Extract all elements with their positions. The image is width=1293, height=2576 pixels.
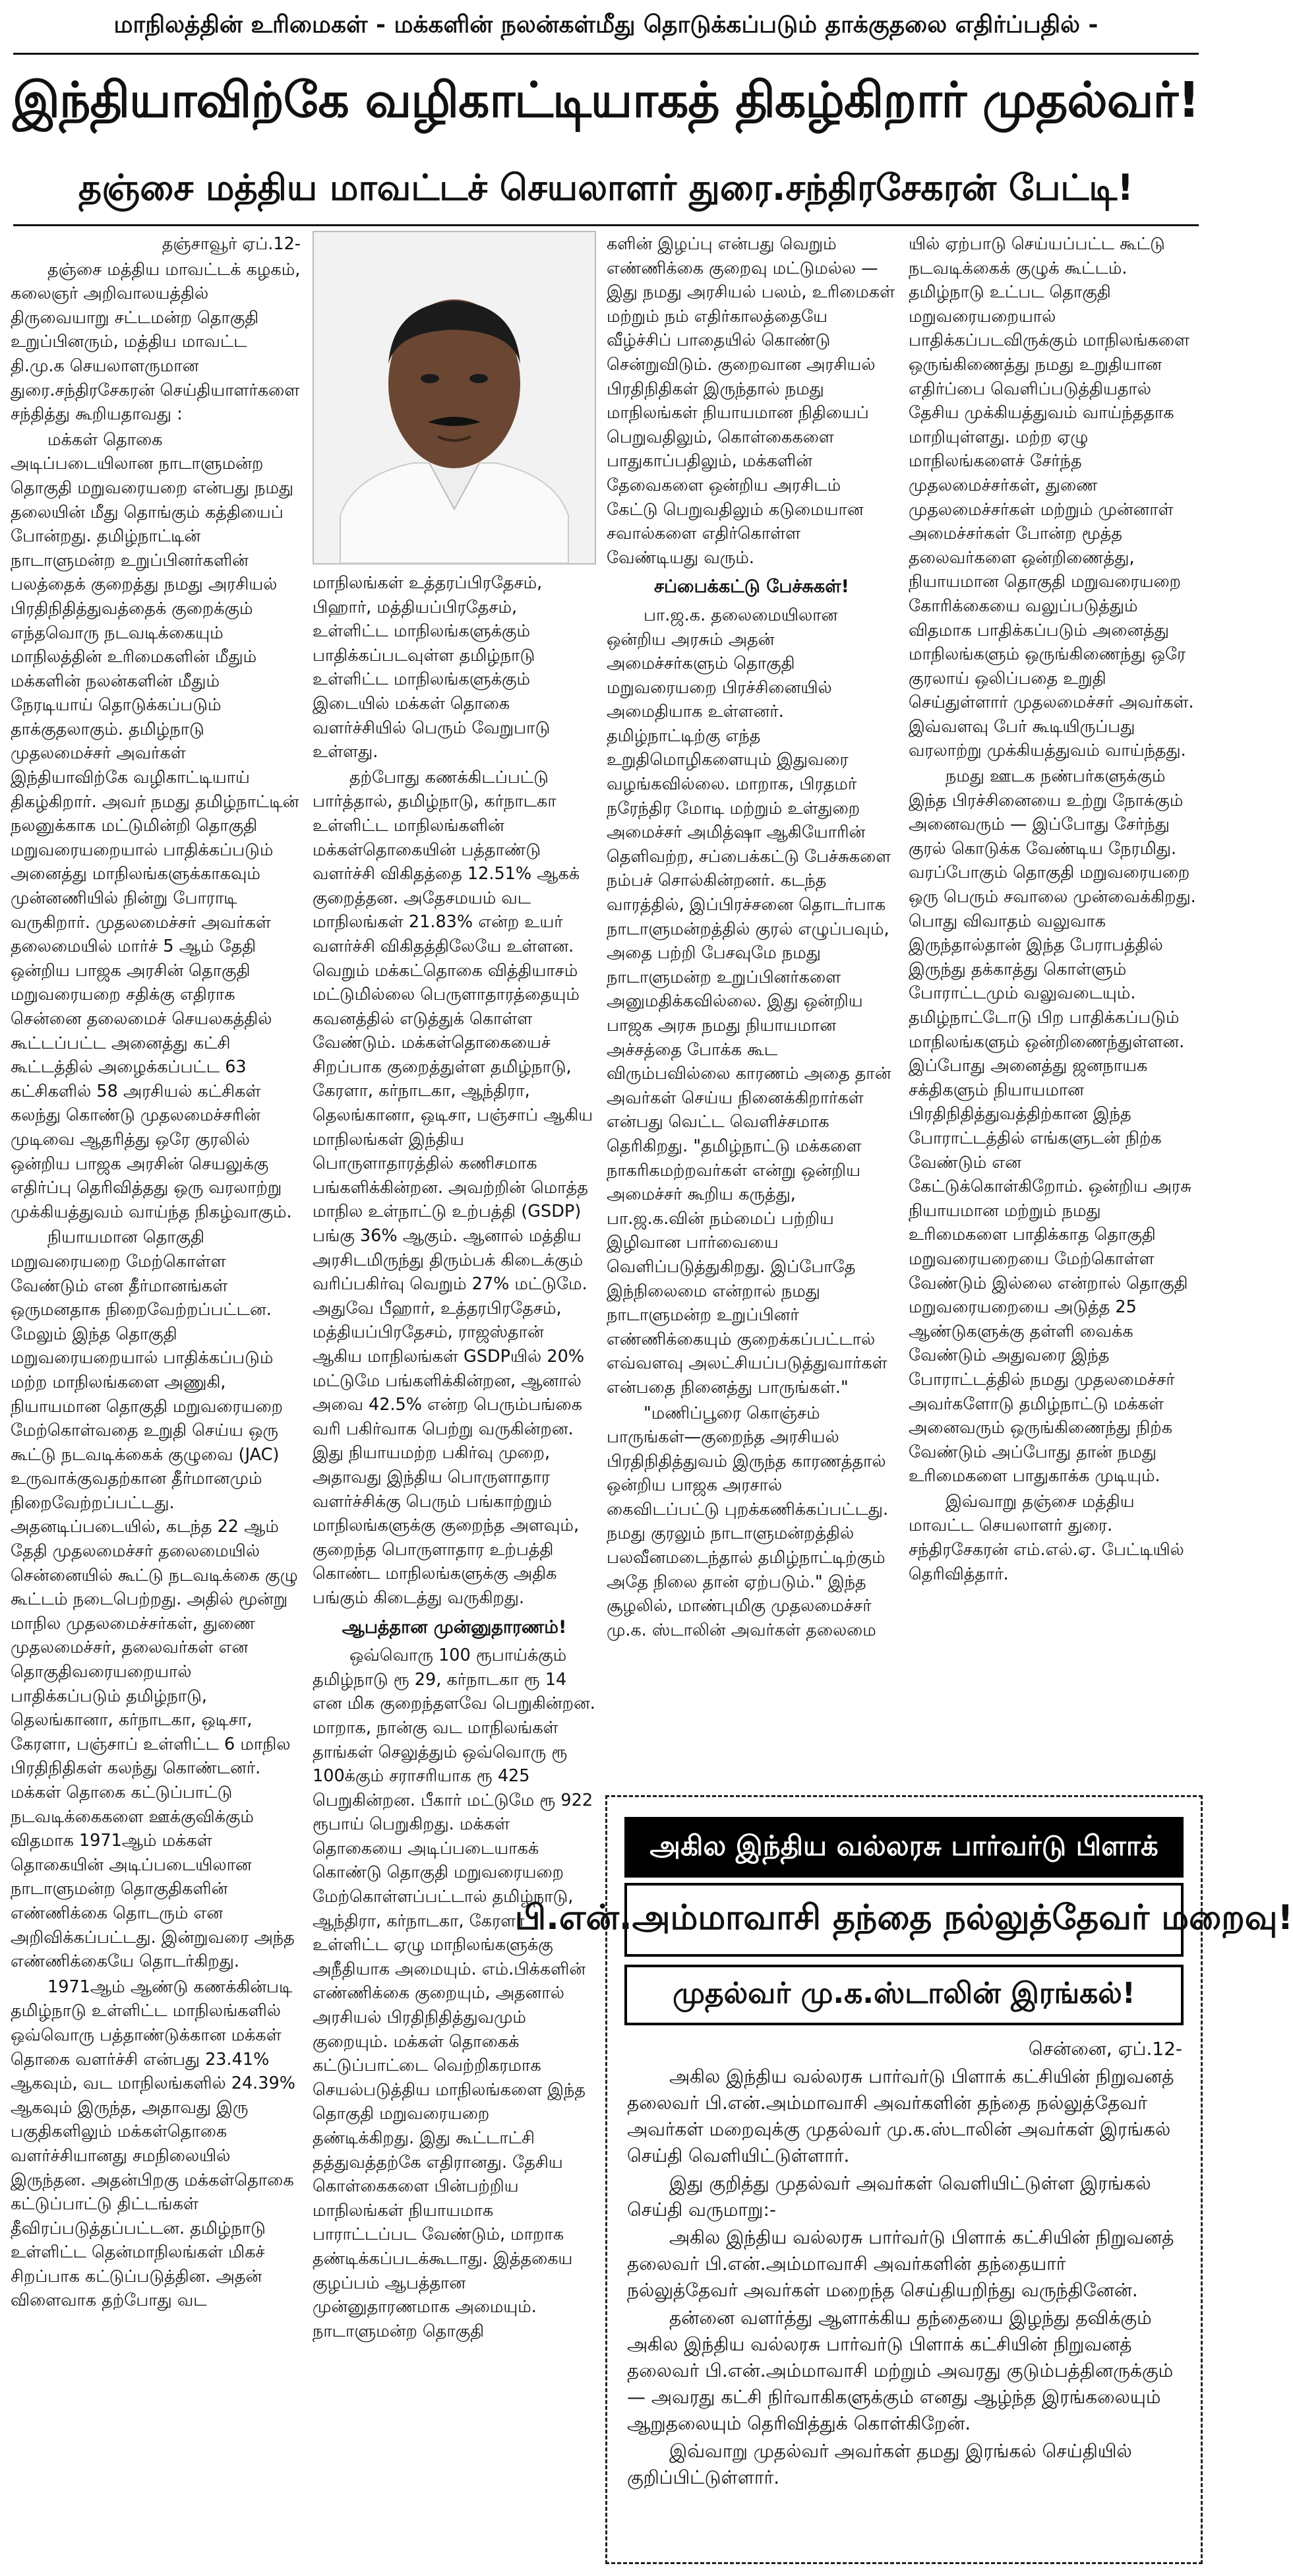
section-subheading: சப்பைக்கட்டு பேச்சுகள்!: [654, 576, 849, 598]
section-subheading: ஆபத்தான முன்னுதாரணம்!: [342, 1616, 567, 1638]
portrait-photo: [313, 231, 596, 565]
column-4: [909, 232, 1200, 1587]
paragraph: இவ்வாறு தஞ்சை மத்திய மாவட்ட செயலாளர் துரை. சந்திரசேகரன் எம்.எல்.ஏ. பேட்டியில் தெரிவித்தார்.: [909, 1491, 1184, 1584]
subheadline: தஞ்சை மத்திய மாவட்டச் செயலாளர் துரை.சந்திரசேகரன் பேட்டி!: [78, 166, 1133, 208]
box-paragraph: அகில இந்திய வல்லரசு பார்வர்டு பிளாக் கட்சியின் நிறுவனத் தலைவர் பி.என்.அம்மாவாசி அவர்களின் தந்தையார் நல்லுத்தேவர் அவர்கள் மறைந்த செய்தியறிந்து வருந்தினேன்.: [627, 2226, 1174, 2301]
box-paragraph: அகில இந்திய வல்லரசு பார்வர்டு பிளாக் கட்சியின் நிறுவனத் தலைவர் பி.என்.அம்மாவாசி அவர்களின் தந்தை நல்லுத்தேவர் அவர்கள் மறைவுக்கு முதல்வர் மு.க.ஸ்டாலின் அவர்கள் இரங்கல் செய்தி வெளியிட்டுள்ளார்.: [627, 2066, 1174, 2166]
paragraph: மாநிலங்கள் உத்தரப்பிரதேசம், பிஹார், மத்தியப்பிரதேசம், உள்ளிட்ட மாநிலங்களுக்கும் பாதிக்கப்படவுள்ள தமிழ்நாடு உள்ளிட்ட மாநிலங்களுக்கும் இடையில் மக்கள் தொகை வளர்ச்சியில் பெரும் வேறுபாடு உள்ளது.: [313, 573, 551, 762]
paragraph: தஞ்சை மத்திய மாவட்டக் கழகம், கலைஞர் அறிவாலயத்தில் திருவையாறு சட்டமன்ற தொகுதி உறுப்பினரும், மத்திய மாவட்ட தி.மு.க செயலாளருமான துரை.சந்திரசேகரன் செய்தியாளர்களை சந்தித்து கூறியதாவது :: [11, 259, 301, 425]
box-paragraph: இது குறித்து முதல்வர் அவர்கள் வெளியிட்டுள்ள இரங்கல் செய்தி வருமாறு:-: [627, 2172, 1151, 2221]
box-heading-organization: அகில இந்திய வல்லரசு பார்வர்டு பிளாக்: [624, 1817, 1184, 1878]
paragraph: களின் இழப்பு என்பது வெறும் எண்ணிக்கை குறைவு மட்டுமல்ல — இது நமது அரசியல் பலம், உரிமைகள் மற்றும் நம் எதிர்காலத்தையே வீழ்ச்சிப் பாதையில் கொண்டு சென்றுவிடும். குறைவான அரசியல் பிரதிநிதிகள் இருந்தால் நமது மாநிலங்கள் நியாயமான நிதியைப் பெறுவதிலும், கொள்கைகளை பாதுகாப்பதிலும், மக்களின் தேவைகளை ஒன்றிய அரசிடம் கேட்டு பெறுவதிலும் கடுமையான சவால்களை எதிர்கொள்ள வேண்டியது வரும்.: [607, 234, 895, 568]
paragraph: மக்கள் தொகை அடிப்படையிலான நாடாளுமன்ற தொகுதி மறுவரையறை என்பது நமது தலையின் மீது தொங்கும் கத்தியைப் போன்றது. தமிழ்நாட்டின் நாடாளுமன்ற உறுப்பினர்களின் பலத்தைக் குறைத்து நமது அரசியல் பிரதிநிதித்துவத்தைக் குறைக்கும் எந்தவொரு நடவடிக்கையும் மாநிலத்தின் உரிமைகளின் மீதும் மக்களின் நலன்களின் மீதும் நேரடியாய் தொடுக்கப்படும் தாக்குதலாகும். தமிழ்நாடு முதலமைச்சர் அவர்கள் இந்தியாவிற்கே வழிகாட்டியாய் திகழ்கிறார். அவர் நமது தமிழ்நாட்டின் நலனுக்காக மட்டுமின்றி தொகுதி மறுவரையறையால் பாதிக்கப்படும் அனைத்து மாநிலங்களுக்காகவும் முன்னணியில் நின்று போராடி வருகிறார். முதலமைச்சர் அவர்கள் தலைமையில் மார்ச் 5 ஆம் தேதி ஒன்றிய பாஜக அரசின் தொகுதி மறுவரையறை சதிக்கு எதிராக சென்னை தலைமைச் செயலகத்தில் கூட்டப்பட்ட அனைத்து கட்சி கூட்டத்தில் அழைக்கப்பட்ட 63 கட்சிகளில் 58 அரசியல் கட்சிகள் கலந்து கொண்டு முதலமைச்சரின் முடிவை ஆதரித்து ஒரே குரலில் ஒன்றிய பாஜக அரசின் செயலுக்கு எதிர்ப்பு தெரிவித்தது ஒரு வரலாற்று முக்கியத்துவம் வாய்ந்த நிகழ்வாகும்.: [11, 429, 299, 1222]
paragraph: 1971ஆம் ஆண்டு கணக்கின்படி தமிழ்நாடு உள்ளிட்ட மாநிலங்களில் ஒவ்வொரு பத்தாண்டுக்கான மக்கள் தொகை வளர்ச்சி என்பது 23.41% ஆகவும், வட மாநிலங்களில் 24.39% ஆகவும் இருந்த, அதாவது இரு பகுதிகளிலும் மக்கள்தொகை வளர்ச்சியானது சமநிலையில் இருந்தன. அதன்பிறகு மக்கள்தொகை கட்டுப்பாட்டு திட்டங்கள் தீவிரப்படுத்தப்பட்டன. தமிழ்நாடு உள்ளிட்ட தென்மாநிலங்கள் மிகச் சிறப்பாக கட்டுப்படுத்தின. அதன் விளைவாக தற்போது வட: [11, 1977, 295, 2311]
person-portrait-icon: [314, 232, 595, 563]
box-heading-main: பி.என்.அம்மாவாசி தந்தை நல்லுத்தேவர் மறைவு!: [624, 1883, 1184, 1957]
paragraph: நமது ஊடக நண்பர்களுக்கும் இந்த பிரச்சினையை உற்று நோக்கும் அனைவரும் — இப்போது சேர்ந்து குரல் கொடுக்க வேண்டிய நேரமிது. வரப்போகும் தொகுதி மறுவரையறை ஒரு பெரும் சவாலை முன்வைக்கிறது. பொது விவாதம் வலுவாக இருந்தால்தான் இந்த பேராபத்தில் இருந்து தக்காத்து கொள்ளும் போராட்டமும் வலுவடையும். தமிழ்நாட்டோடு பிற பாதிக்கப்படும் மாநிலங்களும் ஒன்றிணைந்துள்ளன. இப்போது அனைத்து ஜனநாயக சக்திகளும் நியாயமான பிரதிநிதித்துவத்திற்கான இந்த போராட்டத்தில் எங்களுடன் நிற்க வேண்டும் என கேட்டுக்கொள்கிறோம். ஒன்றிய அரசு நியாயமான மற்றும் நமது உரிமைகளை பாதிக்காத தொகுதி மறுவரையறையை மேற்கொள்ள வேண்டும் இல்லை என்றால் தொகுதி மறுவரையறையை அடுத்த 25 ஆண்டுகளுக்கு தள்ளி வைக்க வேண்டும் அதுவரை இந்த போராட்டத்தில் நமது முதலமைச்சர் அவர்களோடு தமிழ்நாட்டு மக்கள் அனைவரும் ஒருங்கிணைந்து நிற்க வேண்டும் அப்போது தான் நமது உரிமைகளை பாதுகாக்க முடியும்.: [909, 766, 1196, 1487]
headline: இந்தியாவிற்கே வழிகாட்டியாகத் திகழ்கிறார் முதல்வர்!: [13, 72, 1199, 129]
box-heading-condolence: முதல்வர் மு.க.ஸ்டாலின் இரங்கல்!: [624, 1965, 1184, 2025]
box-dateline: சென்னை, ஏப்.12-: [1028, 2038, 1182, 2060]
column-2: [313, 571, 596, 2345]
paragraph: யில் ஏற்பாடு செய்யப்பட்ட கூட்டு நடவடிக்கைக் குழுக் கூட்டம். தமிழ்நாடு உட்பட தொகுதி மறுவரையறையால் பாதிக்கப்படவிருக்கும் மாநிலங்களை ஒருங்கிணைத்து நமது உறுதியான எதிர்ப்பை வெளிப்படுத்தியதால் தேசிய முக்கியத்துவம் வாய்ந்ததாக மாறியுள்ளது. மற்ற ஏழு மாநிலங்களைச் சேர்ந்த முதலமைச்சர்கள், துணை முதலமைச்சர்கள் மற்றும் முன்னாள் அமைச்சர்கள் போன்ற மூத்த தலைவர்களை ஒன்றிணைத்து, நியாயமான தொகுதி மறுவரையறை கோரிக்கையை வலுப்படுத்தும் விதமாக பாதிக்கப்படும் அனைத்து மாநிலங்களும் ஒருங்கிணைந்து ஒரே குரலாய் ஒலிப்பதை உறுதி செய்துள்ளார் முதலமைச்சர் அவர்கள். இவ்வளவு பேர் கூடியிருப்பது வரலாற்று முக்கியத்துவம் வாய்ந்தது.: [909, 234, 1194, 761]
box-paragraph: இவ்வாறு முதல்வர் அவர்கள் தமது இரங்கல் செய்தியில் குறிப்பிட்டுள்ளார்.: [627, 2440, 1132, 2488]
subheadline-rule: [13, 224, 1199, 226]
paragraph: தற்போது கணக்கிடப்பட்டு பார்த்தால், தமிழ்நாடு, கர்நாடகா உள்ளிட்ட மாநிலங்களின் மக்கள்தொகையின் பத்தாண்டு வளர்ச்சி விகிதத்தை 12.51% ஆகக் குறைத்தன. அதேசமயம் வட மாநிலங்கள் 21.83% என்ற உயர் வளர்ச்சி விகிதத்திலேயே உள்ளன. வெறும் மக்கட்தொகை வித்தியாசம் மட்டுமில்லை பெருளாதாரத்தையும் கவனத்தில் எடுத்துக் கொள்ள வேண்டும். மக்கள்தொகையைச் சிறப்பாக குறைத்துள்ள தமிழ்நாடு, கேரளா, கர்நாடகா, ஆந்திரா, தெலங்கானா, ஒடிசா, பஞ்சாப் ஆகிய மாநிலங்கள் இந்திய பொருளாதாரத்தில் கணிசமாக பங்களிக்கின்றன. அவற்றின் மொத்த மாநில உள்நாட்டு உற்பத்தி (GSDP) பங்கு 36% ஆகும். ஆனால் மத்திய அரசிடமிருந்து திரும்பக் கிடைக்கும் வரிப்பகிர்வு வெறும் 27% மட்டுமே. அதுவே பீஹார், உத்தரபிரதேசம், மத்தியப்பிரதேசம், ராஜஸ்தான் ஆகிய மாநிலங்கள் GSDPயில் 20% மட்டுமே பங்களிக்கின்றன, ஆனால் அவை 42.5% என்ற பெரும்பங்கை வரி பகிர்வாக பெற்று வருகின்றன. இது நியாயமற்ற பகிர்வு முறை, அதாவது இந்திய பொருளாதார வளர்ச்சிக்கு பெரும் பங்காற்றும் மாநிலங்களுக்கு குறைந்த அளவும், குறைந்த பொருளாதார உற்பத்தி கொண்ட மாநிலங்களுக்கு அதிக பங்கும் கிடைத்து வருகிறது.: [313, 767, 593, 1608]
column-3: [607, 232, 897, 1643]
paragraph: பா.ஜ.க. தலைமையிலான ஒன்றிய அரசும் அதன் அமைச்சர்களும் தொகுதி மறுவரையறை பிரச்சினையில் அமைதியாக உள்ளனர். தமிழ்நாட்டிற்கு எந்த உறுதிமொழிகளையும் இதுவரை வழங்கவில்லை. மாறாக, பிரதமர் நரேந்திர மோடி மற்றும் உள்துறை அமைச்சர் அமித்ஷா ஆகியோரின் தெளிவற்ற, சப்பைக்கட்டு பேச்சுகளை நம்பச் சொல்கின்றனர். கடந்த வாரத்தில், இப்பிரச்சனை தொடர்பாக நாடாளுமன்றத்தில் குரல் எழுப்பவும், அதை பற்றி பேசவுமே நமது நாடாளுமன்ற உறுப்பினர்களை அனுமதிக்கவில்லை. இது ஒன்றிய பாஜக அரசு நமது நியாயமான அச்சத்தை போக்க கூட விரும்பவில்லை காரணம் அதை தான் அவர்கள் செய்ய நினைக்கிறார்கள் என்பது வெட்ட வெளிச்சமாக தெரிகிறது. "தமிழ்நாட்டு மக்களை நாகரிகமற்றவர்கள் என்று ஒன்றிய அமைச்சர் கூறிய கருத்து, பா.ஜ.க.வின் நம்மைப் பற்றிய இழிவான பார்வையை வெளிப்படுத்துகிறது. இப்போதே இந்நிலைமை என்றால் நமது நாடாளுமன்ற உறுப்பினர் எண்ணிக்கையும் குறைக்கப்பட்டால் எவ்வளவு அலட்சியப்படுத்துவார்கள் என்பதை நினைத்து பாருங்கள்.": [607, 605, 891, 1397]
dateline: தஞ்சாவூர் ஏப்.12-: [162, 234, 301, 254]
paragraph: ஒவ்வொரு 100 ரூபாய்க்கும் தமிழ்நாடு ரூ 29, கர்நாடகா ரூ 14 என மிக குறைந்தளவே பெறுகின்றன. மாறாக, நான்கு வட மாநிலங்கள் தாங்கள் செலுத்தும் ஒவ்வொரு ரூ 100க்கும் சராசரியாக ரூ 425 பெறுகின்றன. பீகார் மட்டுமே ரூ 922 ரூபாய் பெறுகிறது. மக்கள் தொகையை அடிப்படையாகக் கொண்டு தொகுதி மறுவரையறை மேற்கொள்ளப்பட்டால் தமிழ்நாடு, ஆந்திரா, கர்நாடகா, கேரளா உள்ளிட்ட ஏழு மாநிலங்களுக்கு அநீதியாக அமையும். எம்.பிக்களின் எண்ணிக்கை குறையும், அதனால் அரசியல் பிரதிநிதித்துவமும் குறையும். மக்கள் தொகைக் கட்டுப்பாட்டை வெற்றிகரமாக செயல்படுத்திய மாநிலங்களை இந்த தொகுதி மறுவரையறை தண்டிக்கிறது. இது கூட்டாட்சி தத்துவத்தற்கே எதிரானது. தேசிய கொள்கைகளை பின்பற்றிய மாநிலங்கள் நியாயமாக பாராட்டப்பட வேண்டும், மாறாக தண்டிக்கப்படக்கூடாது. இத்தகைய குழப்பம் ஆபத்தான முன்னுதாரணமாக அமையும். நாடாளுமன்ற தொகுதி: [313, 1645, 595, 2341]
condolence-news-box: [514, 1795, 1293, 2564]
paragraph: "மணிப்பூரை கொஞ்சம் பாருங்கள்—குறைந்த அரசியல் பிரதிநிதித்துவம் இருந்த காரணத்தால் ஒன்றிய பாஜக அரசால் கைவிடப்பட்டு புறக்கணிக்கப்பட்டது. நமது குரலும் நாடாளுமன்றத்தில் பலவீனமடைந்தால் தமிழ்நாட்டிற்கும் அதே நிலை தான் ஏற்படும்." இந்த சூழலில், மாண்புமிகு முதலமைச்சர் மு.க. ஸ்டாலின் அவர்கள் தலைமை: [607, 1403, 889, 1640]
paragraph: நியாயமான தொகுதி மறுவரையறை மேற்கொள்ள வேண்டும் என தீர்மானங்கள் ஒருமனதாக நிறைவேற்றப்பட்டன. மேலும் இந்த தொகுதி மறுவரையறையால் பாதிக்கப்படும் மற்ற மாநிலங்களை அணுகி, நியாயமான தொகுதி மறுவரையறை மேற்கொள்வதை உறுதி செய்ய ஒரு கூட்டு நடவடிக்கைக் குழுவை (JAC) உருவாக்குவதற்கான தீர்மானமும் நிறைவேற்றப்பட்டது. அதனடிப்படையில், கடந்த 22 ஆம் தேதி முதலமைச்சர் தலைமையில் சென்னையில் கூட்டு நடவடிக்கை குழு கூட்டம் நடைபெற்றது. அதில் மூன்று மாநில முதலமைச்சர்கள், துணை முதலமைச்சர், தலைவர்கள் என தொகுதிவரையறையால் பாதிக்கப்படும் தமிழ்நாடு, தெலங்கானா, கர்நாடகா, ஒடிசா, கேரளா, பஞ்சாப் உள்ளிட்ட 6 மாநில பிரதிநிதிகள் கலந்து கொண்டனர். மக்கள் தொகை கட்டுப்பாட்டு நடவடிக்கைகளை ஊக்குவிக்கும் விதமாக 1971ஆம் மக்கள் தொகையின் அடிப்படையிலான நாடாளுமன்ற தொகுதிகளின் எண்ணிக்கை தொடரும் என அறிவிக்கப்பட்டது. இன்றுவரை அந்த எண்ணிக்கையே தொடர்கிறது.: [11, 1227, 298, 1972]
box-body: [627, 2036, 1182, 2492]
column-1: [11, 232, 301, 2314]
kicker-line: மாநிலத்தின் உரிமைகள் - மக்களின் நலன்கள்மீது தொடுக்கப்படும் தாக்குதலை எதிர்ப்பதில் -: [113, 10, 1098, 38]
box-paragraph: தன்னை வளர்த்து ஆளாக்கிய தந்தையை இழந்து தவிக்கும் அகில இந்திய வல்லரசு பார்வர்டு பிளாக் கட்சியின் நிறுவனத் தலைவர் பி.என்.அம்மாவாசி மற்றும் அவரது குடும்பத்தினருக்கும் — அவரது கட்சி நிர்வாகிகளுக்கும் எனது ஆழ்ந்த இரங்கலையும் ஆறுதலையும் தெரிவித்துக் கொள்கிறேன்.: [627, 2307, 1174, 2434]
